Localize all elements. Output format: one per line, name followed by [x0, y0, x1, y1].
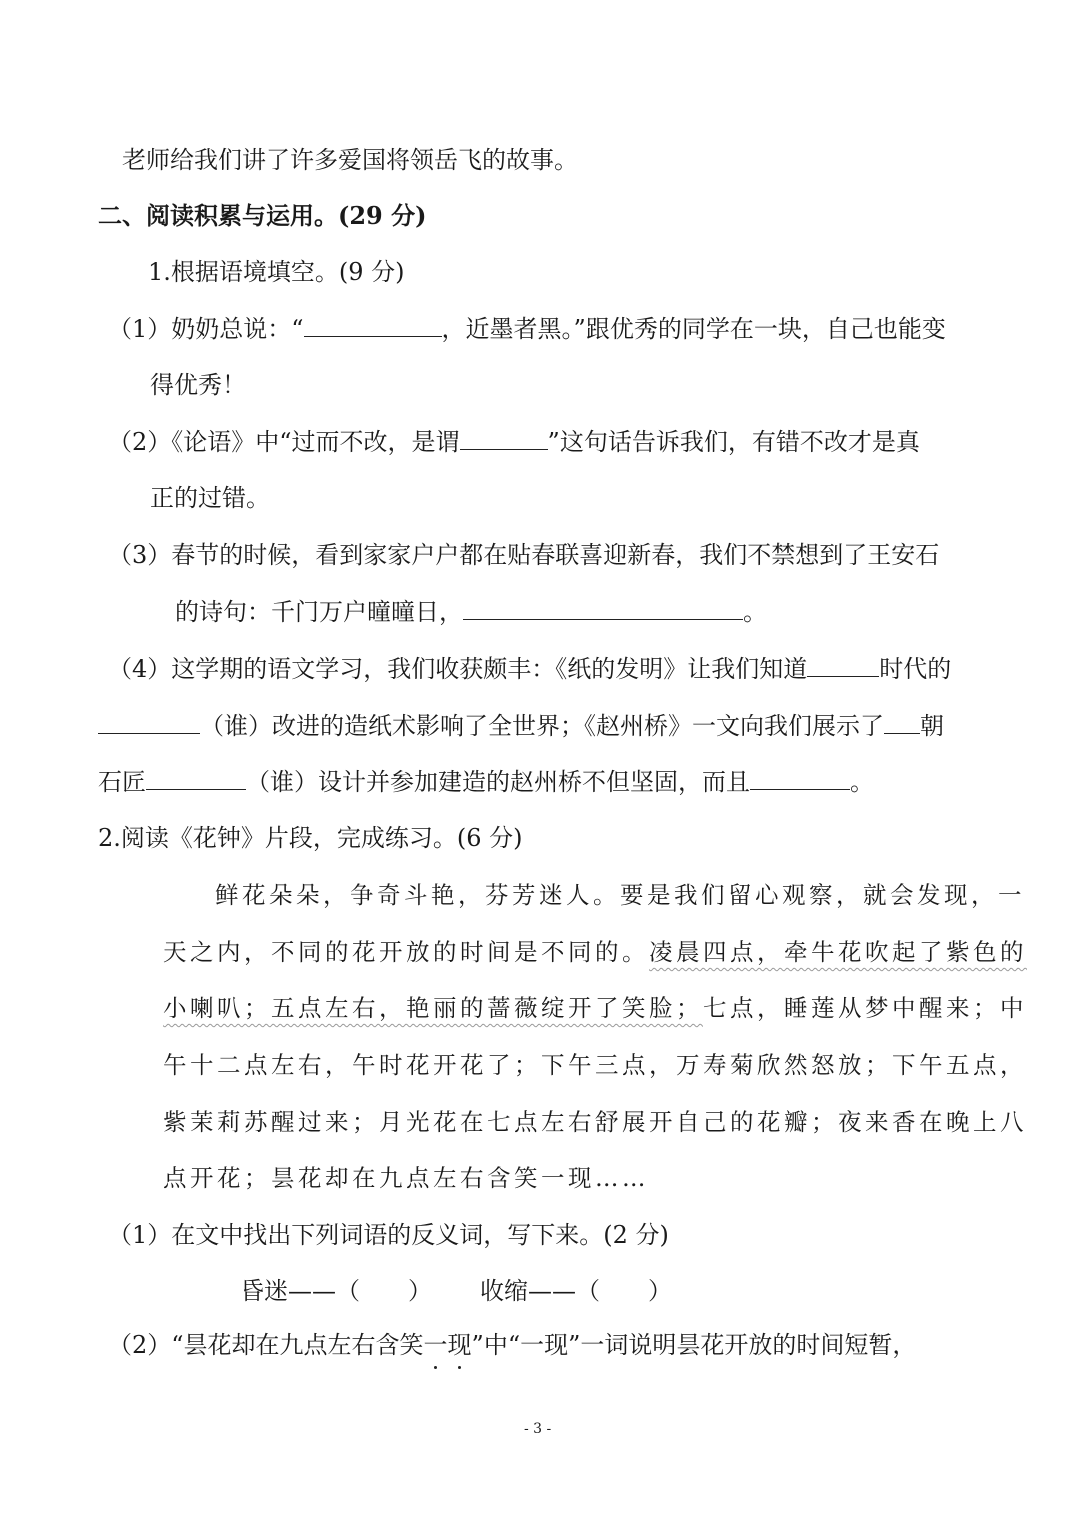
passage-line: 紫茉莉苏醒过来；月光花在七点左右舒展开自己的花瓣；夜来香在晚上八 — [163, 1108, 1027, 1136]
text: 朝 — [920, 712, 944, 740]
question-line: （1）在文中找出下列词语的反义词，写下来。(2 分) — [108, 1221, 669, 1249]
text: ”这句话告诉我们，有错不改才是真 — [547, 428, 920, 456]
question-heading: 2.阅读《花钟》片段，完成练习。(6 分) — [98, 824, 523, 852]
emphasis-dot-char: 一 — [423, 1331, 448, 1359]
text: 时代的 — [879, 655, 952, 683]
text: 。 — [850, 768, 874, 796]
passage-line — [163, 993, 1027, 1023]
question-line: （3）春节的时候，看到家家户户都在贴春联喜迎新春，我们不禁想到了王安石 — [108, 541, 940, 569]
answer-blank[interactable] — [304, 314, 442, 337]
question-line — [108, 427, 920, 457]
question-line — [98, 711, 944, 741]
text: 的诗句：千门万户曈曈日， — [175, 598, 463, 626]
text: （谁）改进的造纸术影响了全世界；《赵州桥》一文向我们展示了 — [200, 712, 884, 740]
answer-blank[interactable] — [807, 654, 879, 677]
wavy-underlined-text: 凌晨四点，牵牛花吹起了紫色的 — [649, 938, 1027, 966]
text: （2）《论语》中“过而不改，是谓 — [108, 428, 460, 456]
text: （2）“昙花却在九点左右含笑 — [108, 1331, 424, 1359]
answer-blank[interactable] — [146, 767, 246, 790]
page-number: - 3 - — [524, 1421, 552, 1437]
text: （4）这学期的语文学习，我们收获颇丰：《纸的发明》让我们知道 — [108, 655, 808, 683]
text: 石匠 — [98, 768, 146, 796]
antonym-item: 收缩——（ ） — [480, 1277, 672, 1305]
question-line — [98, 767, 874, 797]
text: 。 — [743, 598, 767, 626]
text: ，近墨者黑。”跟优秀的同学在一块，自己也能变 — [441, 315, 946, 343]
passage-line: 鲜花朵朵，争奇斗艳，芬芳迷人。要是我们留心观察，就会发现，一 — [215, 881, 1025, 909]
text-line: 得优秀！ — [150, 371, 246, 399]
passage-line: 点开花；昙花却在九点左右含笑一现…… — [163, 1164, 649, 1192]
text: 七点，睡莲从梦中醒来；中 — [703, 994, 1027, 1022]
answer-blank[interactable] — [463, 597, 743, 620]
text-line: 正的过错。 — [150, 484, 270, 512]
text: ”中“一现”一词说明昙花开放的时间短暂， — [471, 1331, 917, 1359]
text: 天之内，不同的花开放的时间是不同的。 — [163, 938, 649, 966]
section-heading: 二、阅读积累与运用。(29 分) — [98, 201, 427, 230]
antonym-item: 昏迷——（ ） — [240, 1277, 432, 1305]
text: （1）奶奶总说：“ — [108, 315, 304, 343]
question-line — [108, 654, 951, 684]
answer-blank[interactable] — [884, 711, 920, 734]
question-line — [108, 1330, 916, 1360]
text: （谁）设计并参加建造的赵州桥不但坚固，而且 — [246, 768, 750, 796]
question-heading: 1.根据语境填空。(9 分) — [148, 258, 405, 286]
answer-blank[interactable] — [460, 427, 548, 450]
passage-line: 午十二点左右，午时花开花了；下午三点，万寿菊欣然怒放；下午五点， — [163, 1051, 1027, 1079]
text-line: 老师给我们讲了许多爱国将领岳飞的故事。 — [122, 146, 578, 174]
wavy-underlined-text: 小喇叭；五点左右，艳丽的蔷薇绽开了笑脸； — [163, 994, 703, 1022]
answer-blank[interactable] — [98, 711, 200, 734]
question-line — [175, 597, 767, 627]
answer-blank[interactable] — [750, 767, 850, 790]
question-line — [108, 314, 946, 344]
emphasis-dot-char: 现 — [447, 1331, 472, 1359]
passage-line — [163, 937, 1027, 967]
